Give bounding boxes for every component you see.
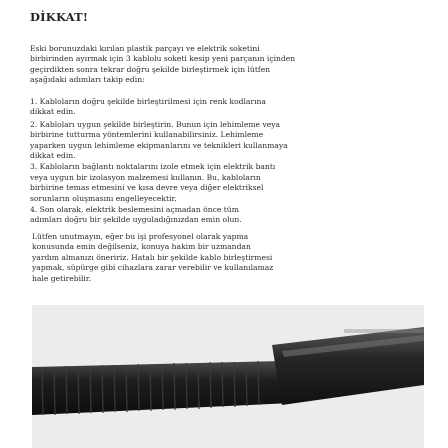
step-item: 3. Kabloların bağlantı noktalarını izole etmek için elektrik bantı veya uygun bir izolasyon malzemesi kullanın. Bu, kabloların birbirine temas etmesini ve kısa devre veya diğer elektriksel sorunların oluşmasını engelleyecektir. xyxy=(30,162,276,203)
vacuum-hose-image xyxy=(32,305,424,448)
step-item: 2. Kabloları uygun şekilde birleştirin. Bunun için lehimleme veya birbirine tutturma yöntemlerini kullanabilirsiniz. Lehimleme yaparken uygun lehimleme ekipmanlarını ve teknikleri kullanmaya dikkat edin. xyxy=(30,119,288,161)
hose-photo xyxy=(32,305,424,448)
note-paragraph: Lütfen unutmayın, eğer bu işi profesyonel olarak yapma konusunda emin değilseniz, konuya hakim bir uzmandan yardım almanızı öneririz. Hatalı bir şekilde kablo birleştirmesi yapmak, süpürge gibi cihazlara zarar verebilir ve kullanılamaz hale getirebilir. xyxy=(32,232,274,283)
warning-title: DİKKAT! xyxy=(30,10,89,24)
steps-list xyxy=(30,97,425,226)
step-item: 4. Son olarak, elektrik beslemesini açmadan önce tüm adımları doğru bir şekilde uyguladığınızdan emin olun. xyxy=(30,205,242,225)
intro-paragraph: Eski borunuzdaki kırılan plastik parçayı ve elektrik soketini birbirinden ayırmak için 3 kablolu soketi kesip yeni parçanın içinden geçirdikten sonra tekrar doğru şekilde birleştirmek için lütfen aşağıdaki adımları takip edin: xyxy=(30,44,296,85)
step-item: 1. Kabloların doğru şekilde birleştirilmesi için renk kodlarına dikkat edin. xyxy=(30,97,266,117)
